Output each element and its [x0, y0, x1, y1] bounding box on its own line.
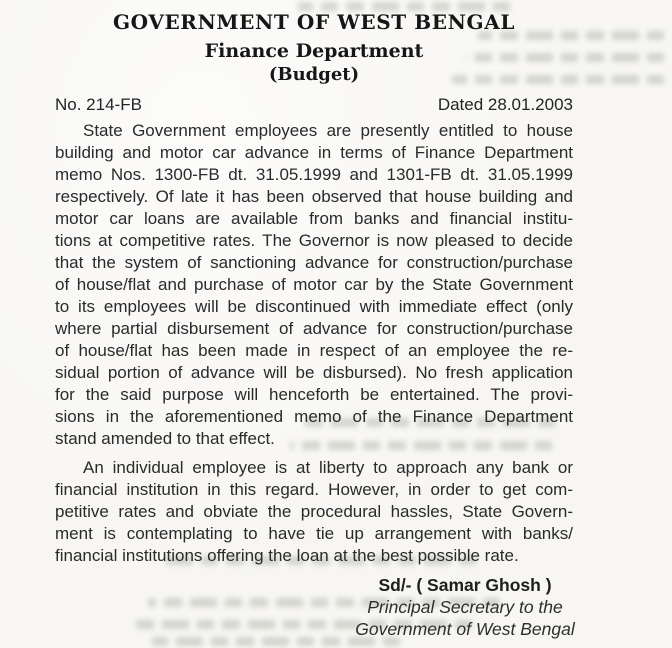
body-text-line: ment is contemplating to have tie up arrangement with banks/: [55, 524, 573, 543]
page-title: GOVERNMENT OF WEST BENGAL: [113, 10, 515, 34]
body-text-line: where partial disbursement of advance for construction/purchase: [55, 319, 573, 338]
body-text-line: of house/flat and purchase of motor car by the State Government: [55, 275, 573, 294]
document-content: [55, 0, 573, 640]
body-text-line: building and motor car advance in terms of Finance Department: [55, 143, 573, 162]
body-text-line: respectively. Of late it has been observed that house building and: [55, 187, 573, 206]
branch-label: (Budget): [268, 64, 360, 85]
body-text-line: of house/flat has been made in respect of an employee the re-: [55, 341, 573, 360]
body-text-line: sidual portion of advance will be disbursed). No fresh application: [55, 363, 573, 382]
memo-date: Dated 28.01.2003: [437, 95, 573, 114]
body-text-line: financial institutions offering the loan at the best possible rate.: [55, 546, 519, 565]
body-text-line: sions in the aforementioned memo of the Finance Department: [55, 407, 573, 426]
body-text-line: financial institution in this regard. However, in order to get com-: [55, 480, 573, 499]
body-text-line: memo Nos. 1300-FB dt. 31.05.1999 and 1301-FB dt. 31.05.1999: [55, 165, 573, 184]
body-text-line: An individual employee is at liberty to approach any bank or: [83, 458, 573, 477]
signatory-designation-line2: Government of West Bengal: [355, 619, 575, 639]
signatory-designation-line1: Principal Secretary to the: [367, 597, 563, 617]
body-text-line: petitive rates and obviate the procedural hassles, State Govern-: [55, 502, 573, 521]
body-text-line: tions at competitive rates. The Governor is now pleased to decide: [55, 231, 573, 250]
body-paragraph: [55, 120, 573, 450]
reference-row: [55, 94, 573, 115]
body-text-line: for the said purpose will henceforth be entertained. The provi-: [55, 385, 573, 404]
body-text-line: motor car loans are available from banks and financial institu-: [55, 209, 573, 228]
signature-block: [345, 574, 585, 640]
body-paragraph: [55, 457, 573, 567]
body-text-line: stand amended to that effect.: [55, 429, 275, 448]
document-body: [55, 120, 573, 567]
body-text-line: that the system of sanctioning advance for construction/purchase: [55, 253, 573, 272]
document-header: [55, 9, 573, 86]
body-text-line: State Government employees are presently entitled to house: [83, 121, 573, 140]
signatory-name: Sd/- ( Samar Ghosh ): [378, 575, 552, 595]
department-subtitle: Finance Department: [204, 40, 424, 62]
memo-number: No. 214-FB: [55, 95, 142, 114]
body-text-line: to its employees will be discontinued with immediate effect (only: [55, 297, 573, 316]
